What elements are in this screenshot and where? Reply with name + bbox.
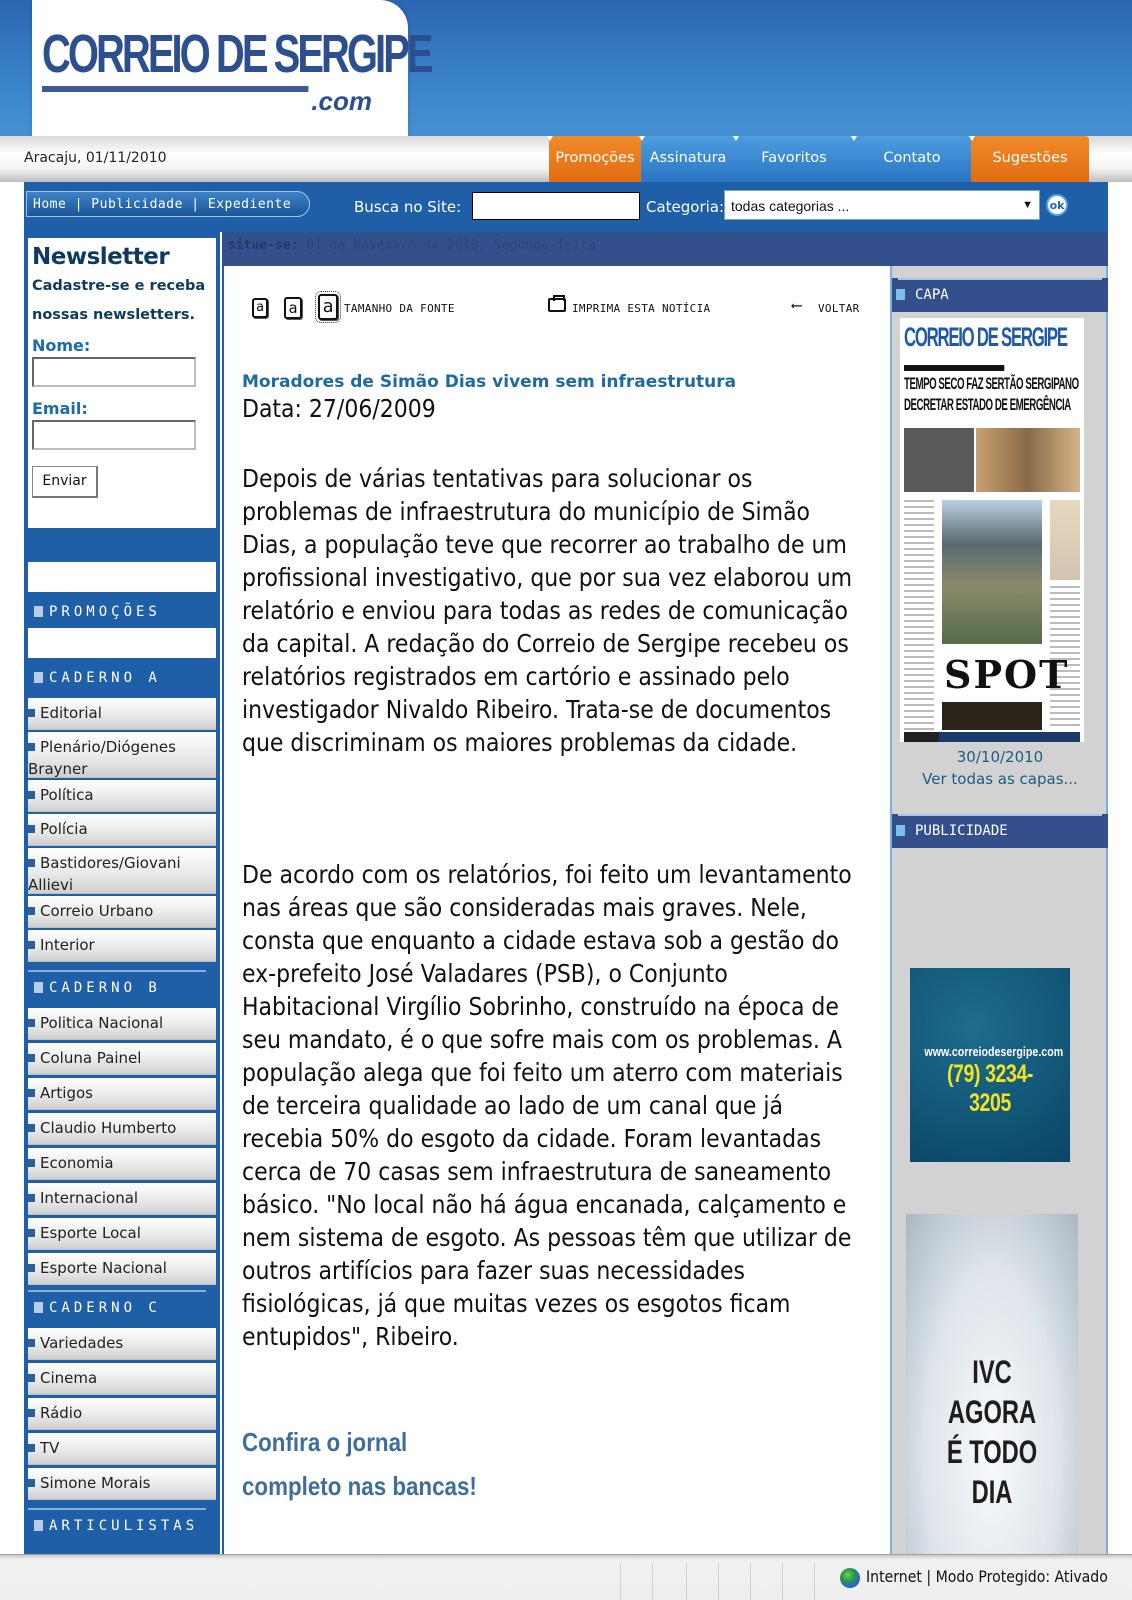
status-divider [686, 1563, 687, 1600]
right-sidebar [890, 266, 1108, 1554]
ad-banner-ivc[interactable] [906, 1214, 1078, 1554]
section-label: CADERNO B [49, 980, 161, 996]
sidebar-item-label: Politica Nacional [40, 1014, 164, 1032]
ad-url: www.correiodesergipe.com [924, 1044, 1064, 1059]
capa-footer-strip [904, 732, 1080, 742]
article-paragraph: Depois de várias tentativas para solucionar os problemas de infraestrutura do município de Simão Dias, a população teve que recorrer ao trabalho de um profissional investigativo, que por sua vez elaborou um relatório e enviou para todas as redes de comunicação da capital. A redação do Correio de Sergipe recebeu os relatórios registrados em cartório e assinado pelo investigador Nivaldo Ribeiro. Trata-se de documentos que discriminam os maiores problemas da cidade. [242, 464, 853, 757]
sidebar-item-cinema[interactable] [28, 1363, 216, 1395]
capa-date: 30/10/2010 [956, 748, 1044, 766]
sidebar-item-simone-morais[interactable] [28, 1468, 216, 1500]
name-field[interactable] [32, 357, 196, 387]
sidebar-item-label: Simone Morais [40, 1474, 151, 1492]
arrow-bullet-icon [28, 743, 35, 751]
square-bullet-icon [34, 606, 43, 617]
article-paragraph: De acordo com os relatórios, foi feito um levantamento nas áreas que são consideradas mais graves. Nele, consta que enquanto a cidade estava sob a gestão do ex-prefeito José Valadares (PSB), o Conjunto Habitacional Virgílio Sobrinho, construído na época de seu mandato, é o que sofre mais com os problemas. A população alega que foi feito um aterro com materiais de terceira qualidade ao lado de um canal que já recebia 50% do esgoto da cidade. Foram levantadas cerca de 70 casas sem infraestrutura de saneamento básico. "No local não há água encanada, calçamento e nem sistema de esgoto. As pessoas têm que utilizar de outros artifícios para fazer suas necessidades fisiológicas, já que muitas vezes os esgotos ficam entupidos", Ribeiro. [242, 860, 852, 1351]
section-articulistas [28, 1508, 216, 1544]
category-selected: todas categorias ... [731, 198, 850, 214]
sidebar-item-label: Esporte Nacional [40, 1259, 167, 1277]
nav-favoritos[interactable]: Favoritos [735, 136, 853, 182]
breadcrumb [228, 238, 596, 253]
square-bullet-icon [34, 982, 43, 993]
ad-text [928, 1352, 1055, 1512]
site-header [0, 0, 1132, 136]
promo-line-1: Confira o jornal [242, 1427, 408, 1457]
divider [28, 1290, 206, 1292]
section-label: PROMOÇÕES [49, 604, 161, 620]
sidebar-item-bastidores[interactable] [28, 848, 216, 894]
sidebar-item-label: Variedades [40, 1334, 124, 1352]
sidebar-item-plenario[interactable] [28, 732, 216, 778]
sidebar-item-label: TV [40, 1439, 60, 1457]
quick-links [26, 191, 310, 217]
search-bar [24, 182, 1108, 232]
section-label: ARTICULISTAS [49, 1518, 199, 1534]
search-label: Busca no Site: [354, 198, 462, 216]
capa-ad-box [942, 702, 1042, 730]
sidebar-item-label: Rádio [40, 1404, 83, 1422]
sidebar-item-artigos[interactable] [28, 1078, 216, 1110]
sidebar-spacer [28, 562, 216, 592]
dropdown-arrow-icon: ▼ [1022, 199, 1033, 211]
divider [898, 278, 1102, 280]
newsstand-promo [242, 1420, 477, 1508]
font-size-label: TAMANHO DA FONTE [344, 302, 455, 315]
logo-text: CORREIO DE SERGIPE [42, 24, 308, 92]
sidebar-item-esporte-local[interactable] [28, 1218, 216, 1250]
section-label: PUBLICIDADE [915, 823, 1008, 839]
email-label: Email: [32, 399, 88, 418]
status-divider [718, 1563, 719, 1600]
left-sidebar [24, 232, 220, 1554]
capa-photo [976, 428, 1080, 492]
capa-headline [904, 365, 1079, 415]
sidebar-item-label: Coluna Painel [40, 1049, 142, 1067]
section-caderno-a [28, 660, 216, 696]
square-bullet-icon [896, 289, 905, 300]
link-expediente[interactable]: Expediente [207, 197, 292, 212]
nav-promocoes[interactable]: Promoções [549, 136, 641, 182]
square-bullet-icon [34, 1520, 43, 1531]
arrow-bullet-icon [28, 1264, 35, 1272]
logo-suffix: .com [311, 86, 372, 116]
sidebar-item-label: Esporte Local [40, 1224, 141, 1242]
name-label: Nome: [32, 336, 91, 355]
capa-photo-box [904, 428, 974, 492]
capa-column-text [904, 500, 934, 730]
city-date: Aracaju, 01/11/2010 [24, 150, 167, 166]
sidebar-item-politica-nacional[interactable] [28, 1008, 216, 1040]
back-arrow-icon[interactable]: ⟵ [792, 296, 802, 314]
ad-text-line: IVC AGORA [947, 1354, 1037, 1430]
sidebar-item-label: Economia [40, 1154, 114, 1172]
category-select[interactable] [724, 190, 1040, 220]
breadcrumb-prefix: situe-se: [228, 238, 299, 253]
sidebar-item-esporte-nacional[interactable] [28, 1253, 216, 1285]
arrow-bullet-icon [28, 825, 35, 833]
arrow-bullet-icon [28, 1479, 35, 1487]
divider [898, 814, 1102, 816]
newsletter-box [28, 238, 216, 528]
sidebar-item-label: Política [40, 786, 94, 804]
square-bullet-icon [896, 825, 905, 836]
sidebar-item-variedades[interactable] [28, 1328, 216, 1360]
separator: | [66, 197, 92, 212]
sidebar-item-label: Polícia [40, 820, 88, 838]
article-content [222, 266, 890, 1554]
newsletter-title: Newsletter [32, 244, 170, 270]
ad-text-line: É TODO DIA [946, 1434, 1038, 1510]
arrow-bullet-icon [28, 1194, 35, 1202]
sidebar-item-label: Artigos [40, 1084, 93, 1102]
arrow-bullet-icon [28, 859, 35, 867]
status-divider [750, 1563, 751, 1600]
sidebar-item-claudio-humberto[interactable] [28, 1113, 216, 1145]
capa-spot-ad: SPOT [944, 652, 1070, 697]
print-icon[interactable] [548, 298, 566, 312]
sidebar-item-label: Cinema [40, 1369, 98, 1387]
arrow-bullet-icon [28, 1339, 35, 1347]
sidebar-spacer [28, 628, 216, 658]
square-bullet-icon [34, 1302, 43, 1313]
sidebar-item-interior[interactable] [28, 930, 216, 962]
arrow-bullet-icon [28, 1409, 35, 1417]
arrow-bullet-icon [28, 709, 35, 717]
sidebar-item-label: Claudio Humberto [40, 1119, 177, 1137]
sidebar-item-label: Internacional [40, 1189, 139, 1207]
section-label: CAPA [915, 287, 949, 303]
newsletter-submit-button[interactable]: Enviar [32, 466, 98, 498]
font-large-button[interactable]: a [318, 294, 338, 320]
search-input[interactable] [472, 192, 640, 220]
divider [28, 1508, 206, 1510]
sidebar-item-editorial[interactable] [28, 698, 216, 730]
sidebar-item-label: Correio Urbano [40, 902, 154, 920]
link-publicidade[interactable]: Publicidade [91, 197, 183, 212]
arrow-bullet-icon [28, 941, 35, 949]
security-zone-status[interactable]: Internet | Modo Protegido: Ativado [866, 1567, 1108, 1586]
sidebar-item-label: Plenário/Diógenes Brayner [28, 738, 176, 778]
category-label: Categoria: [646, 198, 725, 216]
sidebar-item-internacional[interactable] [28, 1183, 216, 1215]
search-ok-button[interactable]: ok [1046, 194, 1068, 216]
section-label: CADERNO A [49, 670, 161, 686]
back-link[interactable]: VOLTAR [818, 302, 860, 315]
section-promocoes[interactable] [28, 594, 216, 630]
ad-banner-phone[interactable] [910, 968, 1070, 1162]
article-date: Data: 27/06/2009 [242, 394, 436, 423]
breadcrumb-bar [222, 232, 1108, 266]
nav-assinatura[interactable]: Assinatura [641, 136, 735, 182]
sidebar-item-tv[interactable] [28, 1433, 216, 1465]
sidebar-item-policia[interactable] [28, 814, 216, 846]
sidebar-item-correio-urbano[interactable] [28, 896, 216, 928]
publicidade-header [892, 814, 1108, 848]
arrow-bullet-icon [28, 1054, 35, 1062]
status-divider [652, 1563, 653, 1600]
sidebar-item-label: Editorial [40, 704, 102, 722]
capa-headline-line: TEMPO SECO FAZ SERTÃO SERGIPANO [904, 374, 1079, 393]
breadcrumb-date: 01 de Novembro de 2010, Segunda-feira [306, 238, 596, 253]
status-divider [814, 1563, 815, 1600]
nav-sugestoes[interactable]: Sugestões [971, 136, 1089, 182]
article-title: Moradores de Simão Dias vivem sem infraestrutura [242, 372, 737, 392]
arrow-bullet-icon [28, 1374, 35, 1382]
newsletter-description: Cadastre-se e receba nossas newsletters. [32, 278, 206, 323]
arrow-bullet-icon [28, 791, 35, 799]
ad-phone: (79) 3234-3205 [946, 1060, 1034, 1117]
sidebar-item-label: Bastidores/Giovani Allievi [28, 854, 181, 894]
font-medium-button[interactable]: a [284, 297, 302, 319]
globe-icon [840, 1568, 860, 1588]
front-page-thumbnail[interactable] [900, 318, 1084, 742]
sidebar-item-economia[interactable] [28, 1148, 216, 1180]
arrow-bullet-icon [28, 1089, 35, 1097]
promo-line-2: completo nas bancas! [242, 1471, 477, 1501]
nav-contato[interactable]: Contato [853, 136, 971, 182]
sidebar-item-radio[interactable] [28, 1398, 216, 1430]
divider [28, 970, 206, 972]
print-link[interactable]: IMPRIMA ESTA NOTÍCIA [572, 302, 711, 315]
status-divider [620, 1563, 621, 1600]
top-nav [549, 136, 1089, 182]
section-caderno-b [28, 970, 216, 1006]
arrow-bullet-icon [28, 1159, 35, 1167]
article-tools [252, 294, 872, 324]
section-caderno-c [28, 1290, 216, 1326]
link-home[interactable]: Home [33, 197, 67, 212]
sidebar-item-label: Interior [40, 936, 95, 954]
logo[interactable] [32, 0, 431, 136]
browser-status-bar [0, 1554, 1132, 1600]
email-field[interactable] [32, 420, 196, 450]
sidebar-item-coluna-painel[interactable] [28, 1043, 216, 1075]
all-covers-link[interactable]: Ver todas as capas... [922, 770, 1078, 788]
capa-masthead: CORREIO DE SERGIPE [904, 322, 1067, 352]
arrow-bullet-icon [28, 1229, 35, 1237]
capa-main-photo [942, 500, 1042, 644]
square-bullet-icon [34, 672, 43, 683]
arrow-bullet-icon [28, 1444, 35, 1452]
arrow-bullet-icon [28, 1019, 35, 1027]
font-small-button[interactable]: a [252, 298, 268, 318]
arrow-bullet-icon [28, 1124, 35, 1132]
capa-headline-line: DECRETAR ESTADO DE EMERGÊNCIA [904, 395, 1071, 414]
separator: | [182, 197, 208, 212]
capa-header [892, 278, 1108, 312]
top-bar [0, 136, 1132, 182]
sidebar-item-politica[interactable] [28, 780, 216, 812]
section-label: CADERNO C [49, 1300, 161, 1316]
arrow-bullet-icon [28, 907, 35, 915]
capa-side-photo [1050, 500, 1080, 580]
status-divider [782, 1563, 783, 1600]
